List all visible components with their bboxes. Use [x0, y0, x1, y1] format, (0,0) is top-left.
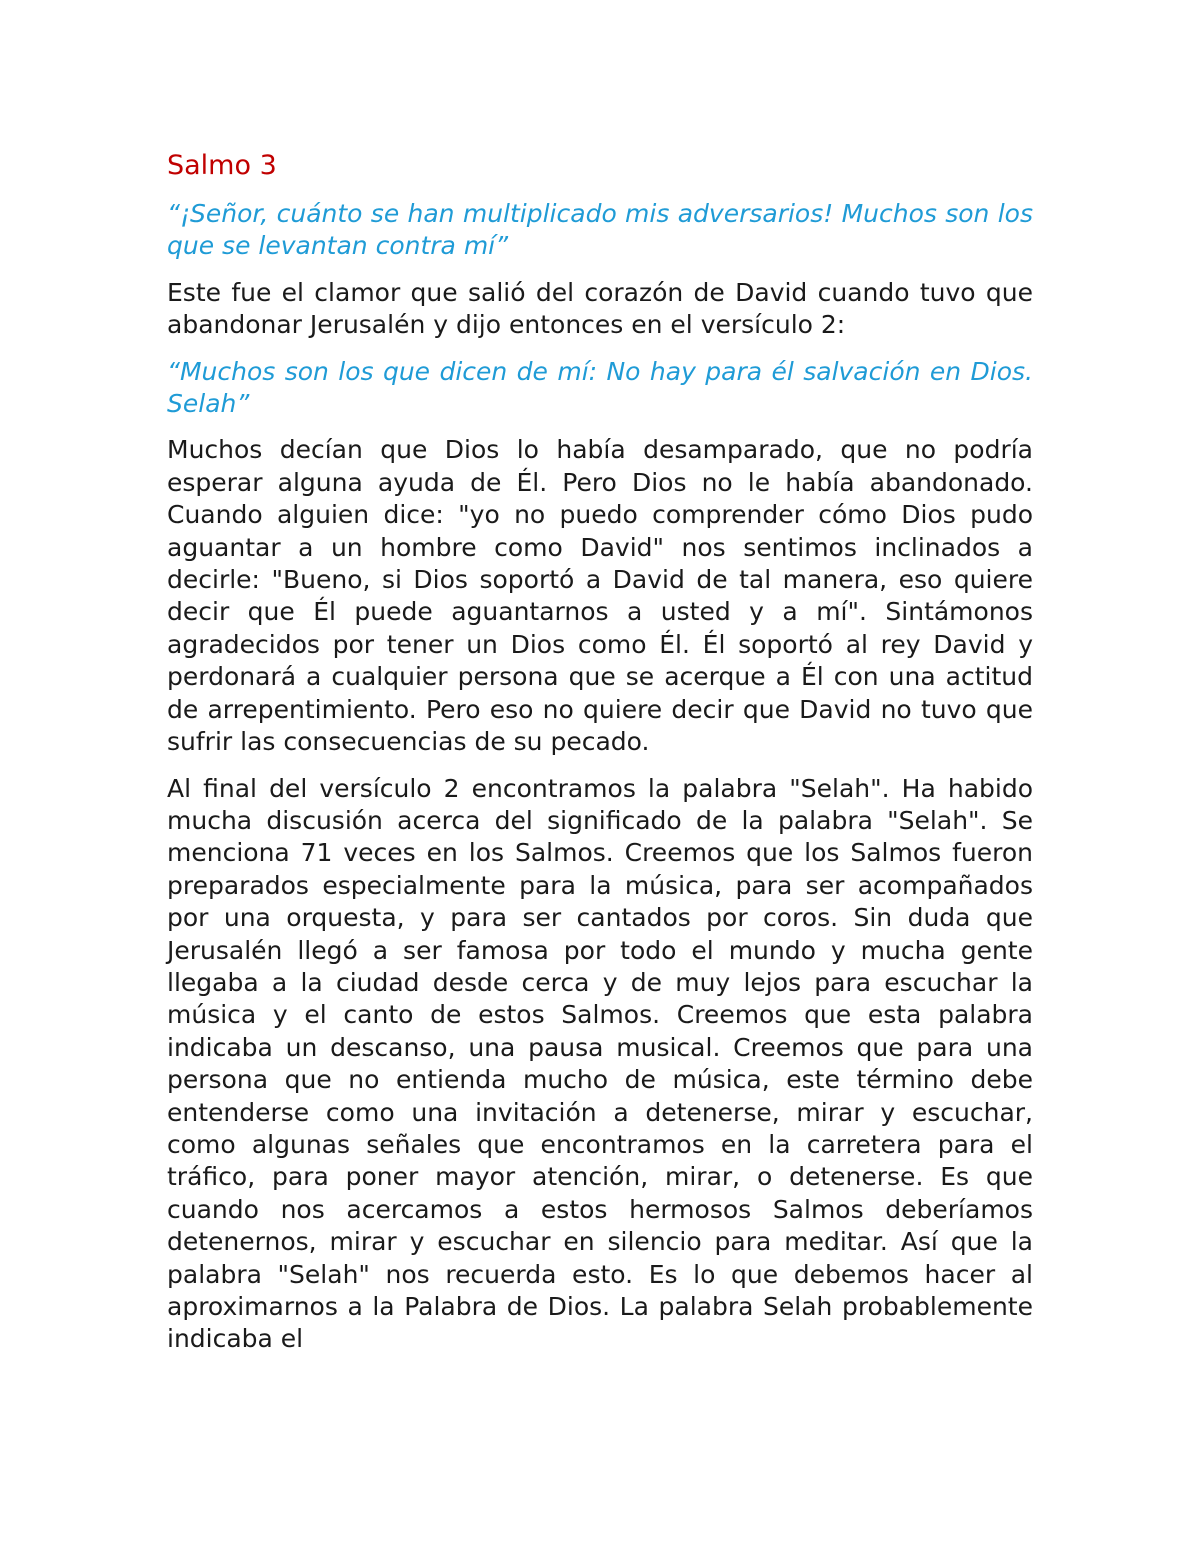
scripture-quote-1: “¡Señor, cuánto se han multiplicado mis adversarios! Muchos son los que se levantan contra mí”: [167, 199, 1033, 261]
body-paragraph-1: Este fue el clamor que salió del corazón de David cuando tuvo que abandonar Jerusalén y dijo entonces en el versículo 2:: [167, 277, 1033, 340]
document-title: Salmo 3: [167, 150, 277, 181]
scripture-quote-2: “Muchos son los que dicen de mí: No hay para él salvación en Dios. Selah”: [167, 356, 1033, 419]
body-paragraph-2: Muchos decían que Dios lo había desamparado, que no podría esperar alguna ayuda de Él. Pero Dios no le había abandonado. Cuando alguien dice: "yo no puedo comprender cómo Dios pudo aguantar a un hombre como David" nos sentimos inclinados a decirle: "Bueno, si Dios soportó a David de tal manera, eso quiere decir que Él puede aguantarnos a usted y a mí". Sintámonos agradecidos por tener un Dios como Él. Él soportó al rey David y perdonará a cualquier persona que se acerque a Él con una actitud de arrepentimiento. Pero eso no quiere decir que David no tuvo que sufrir las consecuencias de su pecado.: [167, 435, 1033, 757]
body-paragraph-3: Al final del versículo 2 encontramos la palabra "Selah". Ha habido mucha discusión acerca del significado de la palabra "Selah". Se menciona 71 veces en los Salmos. Creemos que los Salmos fueron preparados especialmente para la música, para ser acompañados por una orquesta, y para ser cantados por coros. Sin duda que Jerusalén llegó a ser famosa por todo el mundo y mucha gente llegaba a la ciudad desde cerca y de muy lejos para escuchar la música y el canto de estos Salmos. Creemos que esta palabra indicaba un descanso, una pausa musical. Creemos que para una persona que no entienda mucho de música, este término debe entenderse como una invitación a detenerse, mirar y escuchar, como algunas señales que encontramos en la carretera para el tráfico, para poner mayor atención, mirar, o detenerse. Es que cuando nos acercamos a estos hermosos Salmos deberíamos detenernos, mirar y escuchar en silencio para meditar. Así que la palabra "Selah" nos recuerda esto. Es lo que debemos hacer al aproximarnos a la Palabra de Dios. La palabra Selah probablemente indicaba el: [167, 773, 1033, 1354]
document-page: [167, 148, 1033, 1370]
